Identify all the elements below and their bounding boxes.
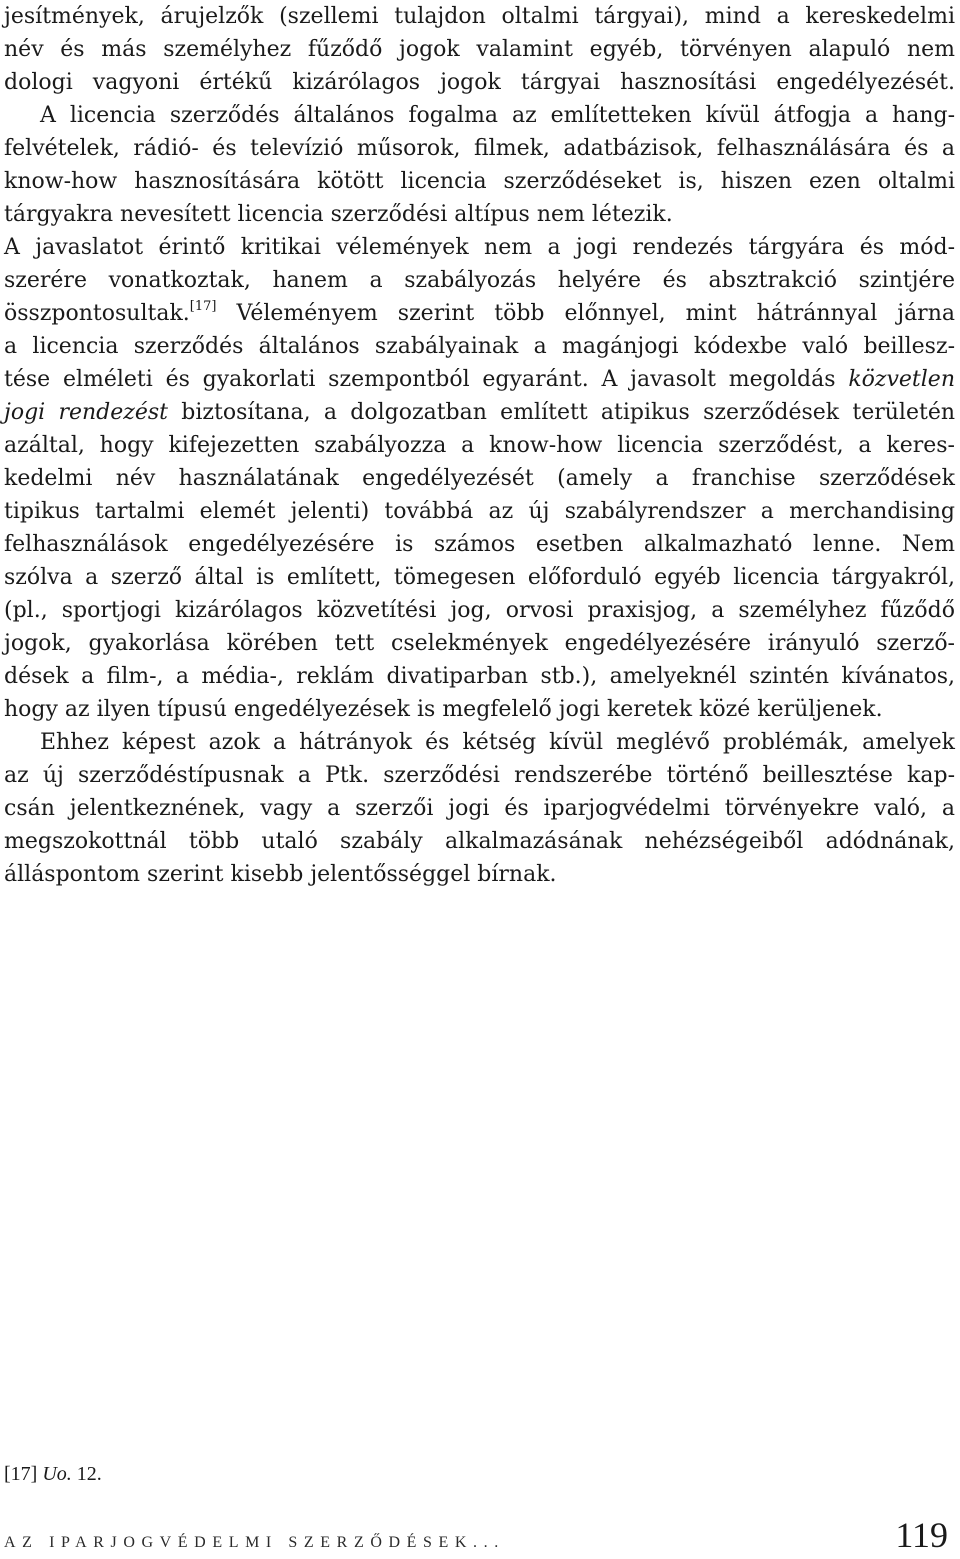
text-line: tipikus tartalmi elemét jelenti) továbbá az új szabályrendszer a merchandising	[4, 499, 955, 524]
text-line: jesítmények, árujelzők (szellemi tulajdon oltalmi tárgyai), mind a kereskedelmi	[4, 4, 955, 29]
text-line: a licencia szerződés általános szabályainak a magánjogi kódexbe való beillesz-	[4, 334, 955, 359]
running-footer	[4, 1516, 954, 1556]
page-number: 119	[895, 1515, 948, 1555]
line-text: Ehhez képest azok a hátrányok és kétség kívül meglévő problémák, amelyek	[40, 730, 955, 755]
footnote-reference[interactable]: [17]	[189, 299, 217, 314]
text-line	[4, 726, 955, 759]
text-line: szólva a szerző által is említett, tömegesen előforduló egyéb licencia tárgyakról,	[4, 565, 955, 590]
emphasis-text: közvetlen	[848, 367, 955, 392]
line-text: tése elméleti és gyakorlati szempontból egyaránt. A javasolt megoldás	[4, 367, 849, 392]
text-line: szerére vonatkoztak, hanem a szabályozás helyére és absztrakció szintjére	[4, 268, 955, 293]
line-text: Véleményem szerint több előnnyel, mint hátránnyal járna	[216, 301, 955, 326]
line-text: biztosítana, a dolgozatban említett atipikus szerződések területén	[168, 400, 956, 425]
footnote	[4, 1460, 102, 1488]
text-line: kedelmi név használatának engedélyezését (amely a franchise szerződések	[4, 466, 955, 491]
text-line	[4, 396, 955, 429]
text-line: know-how hasznosítására kötött licencia szerződéseket is, hiszen ezen oltalmi	[4, 169, 955, 194]
text-line: hogy az ilyen típusú engedélyezések is megfelelő jogi keretek közé kerüljenek.	[4, 697, 883, 722]
text-line: A javaslatot érintő kritikai vélemények nem a jogi rendezés tárgyára és mód-	[4, 235, 955, 260]
text-line: az új szerződéstípusnak a Ptk. szerződési rendszerébe történő beillesztése kap-	[4, 763, 955, 788]
text-line: azáltal, hogy kifejezetten szabályozza a know-how licencia szerződést, a keres-	[4, 433, 955, 458]
line-text: összpontosultak.	[4, 301, 190, 326]
text-line: csán jelentkeznének, vagy a szerzői jogi és iparjogvédelmi törvényekre való, a	[4, 796, 955, 821]
line-text: A licencia szerződés általános fogalma az említetteken kívül átfogja a hang-	[40, 103, 955, 128]
text-line: (pl., sportjogi kizárólagos közvetítési jog, orvosi praxisjog, a személyhez fűződő	[4, 598, 955, 623]
text-line: tárgyakra nevesített licencia szerződési altípus nem létezik.	[4, 202, 673, 227]
text-line	[4, 297, 955, 330]
emphasis-text: jogi rendezést	[4, 400, 169, 425]
text-line	[4, 363, 955, 396]
text-line: jogok, gyakorlása körében tett cselekmények engedélyezésére irányuló szerző-	[4, 631, 955, 656]
text-line: álláspontom szerint kisebb jelentősséggel bírnak.	[4, 862, 557, 887]
text-line: megszokottnál több utaló szabály alkalmazásának nehézségeiből adódnának,	[4, 829, 955, 854]
text-line: dések a film-, a média-, reklám divatiparban stb.), amelyeknél szintén kívánatos,	[4, 664, 955, 689]
footnote-emphasis: Uo.	[42, 1463, 72, 1485]
text-line: név és más személyhez fűződő jogok valamint egyéb, törvényen alapuló nem	[4, 37, 955, 62]
text-line	[4, 99, 955, 132]
text-line: felhasználások engedélyezésére is számos esetben alkalmazható lenne. Nem	[4, 532, 955, 557]
text-line: dologi vagyoni értékű kizárólagos jogok tárgyai hasznosítási engedélyezését.	[4, 70, 955, 95]
text-line: felvételek, rádió- és televízió műsorok, filmek, adatbázisok, felhasználására és a	[4, 136, 955, 161]
footnote-marker: [17]	[4, 1463, 38, 1485]
footnote-text: 12.	[71, 1463, 102, 1485]
running-title: AZ IPARJOGVÉDELMI SZERZŐDÉSEK...	[4, 1534, 505, 1551]
